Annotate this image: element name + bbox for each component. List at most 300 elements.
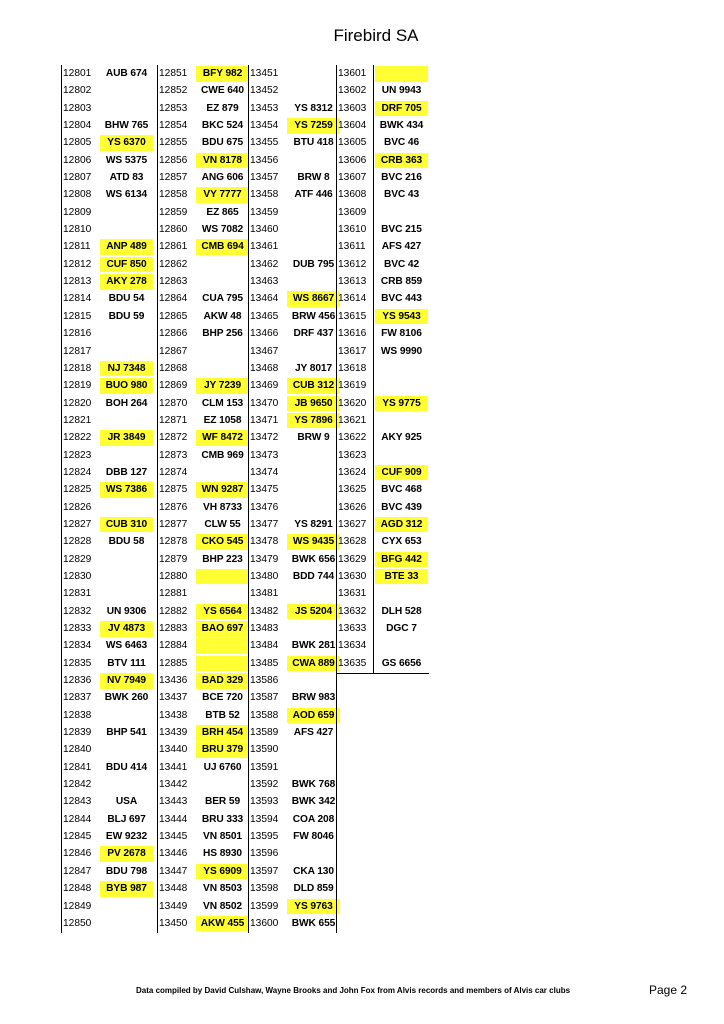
- registration-value: [287, 586, 340, 602]
- registration-value: BFY 982: [196, 66, 249, 82]
- registration-value: BVC 43: [383, 189, 420, 201]
- chassis-number: 13456: [250, 154, 279, 166]
- registration-value: DRF 705: [375, 101, 428, 117]
- registration-value: [100, 777, 153, 793]
- registration-value: UJ 6760: [203, 761, 242, 773]
- chassis-number: 12868: [159, 362, 188, 374]
- table-row: [61, 568, 157, 585]
- registration-value: [375, 378, 428, 394]
- registration-value: WS 5375: [105, 154, 148, 166]
- chassis-number: 12837: [63, 692, 92, 704]
- registration-value: YS 9763: [287, 899, 340, 915]
- chassis-number: 12877: [159, 518, 188, 530]
- table-row: [61, 620, 157, 637]
- chassis-number: 13462: [250, 258, 279, 270]
- table-row: [336, 429, 429, 446]
- chassis-number: 13612: [338, 258, 367, 270]
- table-row: [336, 377, 429, 394]
- chassis-number: 12832: [63, 605, 92, 617]
- chassis-number: 13593: [250, 796, 279, 808]
- registration-value: BVC 439: [381, 501, 422, 513]
- table-row: [61, 776, 157, 793]
- table-row: [248, 793, 344, 810]
- chassis-number: 12813: [63, 276, 92, 288]
- table-row: [61, 343, 157, 360]
- table-row: [336, 655, 429, 672]
- chassis-number: 13630: [338, 570, 367, 582]
- registration-value: [287, 760, 340, 776]
- table-row: [248, 707, 344, 724]
- registration-value: AKW 48: [203, 310, 242, 322]
- registration-value: AGD 312: [375, 517, 428, 533]
- registration-value: BWK 342: [291, 796, 336, 808]
- registration-value: JY 7239: [196, 378, 249, 394]
- registration-value: CUB 312: [287, 378, 340, 394]
- table-row: [157, 915, 253, 932]
- registration-value: YS 8291: [294, 518, 333, 530]
- registration-value: [100, 586, 153, 602]
- table-row: [157, 516, 253, 533]
- table-row: [248, 551, 344, 568]
- registration-value: WS 7386: [100, 482, 153, 498]
- chassis-number: 13457: [250, 172, 279, 184]
- registration-value: DGC 7: [386, 623, 417, 634]
- registration-value: [100, 569, 153, 585]
- chassis-number: 13601: [338, 68, 367, 79]
- chassis-number: 12834: [63, 640, 92, 652]
- table-row: [61, 481, 157, 498]
- registration-value: [196, 586, 249, 602]
- registration-value: [100, 899, 153, 915]
- table-row: [248, 845, 344, 862]
- table-column-3: [248, 65, 344, 932]
- table-row: [61, 221, 157, 238]
- registration-value: [100, 500, 153, 516]
- table-row: [248, 447, 344, 464]
- registration-value: [196, 569, 249, 585]
- registration-value: [287, 83, 340, 99]
- chassis-number: 12856: [159, 154, 188, 166]
- registration-value: BAD 329: [196, 673, 249, 689]
- table-row: [157, 863, 253, 880]
- table-row: [248, 655, 344, 672]
- registration-value: JV 4873: [100, 621, 153, 637]
- table-row: [336, 620, 429, 637]
- registration-value: NJ 7348: [100, 361, 153, 377]
- table-row: [61, 325, 157, 342]
- chassis-number: 12869: [159, 380, 188, 392]
- registration-value: JB 9650: [287, 396, 340, 412]
- table-row: [61, 360, 157, 377]
- registration-value: [287, 205, 340, 221]
- chassis-number: 12812: [63, 258, 92, 270]
- table-row: [61, 256, 157, 273]
- registration-value: WS 9990: [380, 345, 423, 357]
- table-row: [61, 117, 157, 134]
- chassis-number: 12878: [159, 536, 188, 548]
- chassis-number: 13621: [338, 414, 367, 426]
- chassis-number: 12854: [159, 120, 188, 132]
- table-row: [248, 637, 344, 654]
- chassis-number: 12807: [63, 172, 92, 184]
- chassis-number: 13440: [159, 744, 188, 756]
- table-row: [248, 429, 344, 446]
- chassis-number: 12818: [63, 362, 92, 374]
- page-number: Page 2: [649, 983, 688, 997]
- table-row: [248, 238, 344, 255]
- registration-value: [375, 586, 428, 602]
- registration-value: CUF 909: [375, 465, 428, 481]
- table-row: [61, 169, 157, 186]
- table-row: [248, 880, 344, 897]
- registration-value: CMB 969: [201, 449, 244, 461]
- chassis-number: 13471: [250, 414, 279, 426]
- table-row: [248, 325, 344, 342]
- registration-value: [196, 656, 249, 672]
- chassis-number: 13587: [250, 692, 279, 704]
- table-row: [157, 325, 253, 342]
- table-row: [61, 585, 157, 602]
- registration-value: [287, 66, 340, 82]
- registration-value: JY 8017: [294, 362, 333, 374]
- chassis-number: 13444: [159, 813, 188, 825]
- registration-value: [375, 448, 428, 464]
- chassis-number: 13595: [250, 831, 279, 843]
- chassis-number: 12819: [63, 380, 92, 392]
- chassis-number: 13586: [250, 675, 279, 687]
- table-row: [336, 343, 429, 360]
- registration-value: WS 8667: [287, 291, 340, 307]
- chassis-number: 13604: [338, 120, 367, 132]
- chassis-number: 13473: [250, 449, 279, 461]
- chassis-number: 13442: [159, 779, 188, 791]
- registration-value: AUB 674: [105, 68, 148, 79]
- table-row: [248, 273, 344, 290]
- table-row: [157, 82, 253, 99]
- chassis-number: 12808: [63, 189, 92, 201]
- registration-value: YS 7259: [287, 118, 340, 134]
- table-row: [61, 65, 157, 82]
- registration-value: [196, 344, 249, 360]
- chassis-number: 13609: [338, 206, 367, 218]
- chassis-number: 13482: [250, 605, 279, 617]
- chassis-number: 13446: [159, 848, 188, 860]
- registration-value: BYB 987: [100, 881, 153, 897]
- chassis-number: 13631: [338, 588, 367, 600]
- registration-value: BTB 52: [205, 709, 240, 721]
- table-row: [157, 585, 253, 602]
- table-row: [336, 568, 429, 585]
- table-row: [248, 395, 344, 412]
- chassis-number: 12865: [159, 310, 188, 322]
- chassis-number: 12875: [159, 484, 188, 496]
- registration-value: BAO 697: [196, 621, 249, 637]
- registration-value: UN 9306: [106, 605, 147, 617]
- chassis-number: 12863: [159, 276, 188, 288]
- registration-value: YS 6564: [196, 604, 249, 620]
- registration-value: CYX 653: [381, 536, 422, 548]
- chassis-number: 13602: [338, 85, 367, 97]
- registration-value: WS 9435: [287, 534, 340, 550]
- registration-value: BKC 524: [201, 120, 244, 132]
- table-row: [336, 186, 429, 203]
- chassis-number: 13469: [250, 380, 279, 392]
- table-row: [248, 169, 344, 186]
- table-row: [336, 447, 429, 464]
- chassis-number: 12853: [159, 102, 188, 114]
- chassis-number: 12814: [63, 293, 92, 305]
- table-row: [248, 828, 344, 845]
- chassis-number: 12857: [159, 172, 188, 184]
- table-row: [157, 533, 253, 550]
- chassis-number: 13619: [338, 380, 367, 392]
- chassis-number: 13448: [159, 883, 188, 895]
- column-divider: [248, 65, 249, 933]
- registration-value: VY 7777: [196, 187, 249, 203]
- registration-value: WN 9287: [196, 482, 249, 498]
- table-row: [248, 603, 344, 620]
- registration-value: [287, 274, 340, 290]
- table-row: [336, 82, 429, 99]
- table-row: [157, 793, 253, 810]
- chassis-number: 12809: [63, 206, 92, 218]
- chassis-number: 13476: [250, 501, 279, 513]
- column-divider: [336, 65, 337, 933]
- table-row: [61, 707, 157, 724]
- registration-value: [287, 742, 340, 758]
- registration-value: BHP 223: [202, 553, 243, 565]
- chassis-number: 13599: [250, 900, 279, 912]
- registration-value: [100, 326, 153, 342]
- table-row: [61, 412, 157, 429]
- registration-value: [100, 552, 153, 568]
- chassis-number: 13594: [250, 813, 279, 825]
- registration-value: VN 8503: [203, 883, 242, 895]
- chassis-number: 12867: [159, 345, 188, 357]
- registration-value: BWK 655: [291, 917, 336, 929]
- registration-value: [287, 465, 340, 481]
- chassis-number: 13461: [250, 241, 279, 253]
- table-row: [157, 741, 253, 758]
- chassis-number: 13613: [338, 276, 367, 288]
- registration-value: UN 9943: [381, 85, 422, 97]
- table-row: [157, 204, 253, 221]
- table-row: [336, 256, 429, 273]
- table-row: [248, 915, 344, 932]
- registration-value: AKW 455: [196, 916, 249, 932]
- chassis-number: 13443: [159, 796, 188, 808]
- chassis-number: 13479: [250, 553, 279, 565]
- registration-value: USA: [115, 796, 138, 808]
- registration-value: [287, 153, 340, 169]
- registration-value: VN 8502: [203, 900, 242, 912]
- registration-value: NV 7949: [100, 673, 153, 689]
- table-row: [157, 499, 253, 516]
- registration-value: CMB 694: [196, 239, 249, 255]
- registration-value: CLM 153: [201, 397, 244, 409]
- table-row: [61, 377, 157, 394]
- table-row: [336, 360, 429, 377]
- chassis-number: 13624: [338, 466, 367, 478]
- table-row: [157, 707, 253, 724]
- chassis-number: 13467: [250, 345, 279, 357]
- table-row: [157, 169, 253, 186]
- table-row: [157, 273, 253, 290]
- registration-value: BHP 541: [106, 727, 147, 739]
- chassis-number: 12826: [63, 501, 92, 513]
- registration-value: COA 208: [292, 813, 335, 825]
- registration-value: [287, 482, 340, 498]
- chassis-number: 13468: [250, 362, 279, 374]
- chassis-number: 13627: [338, 518, 367, 530]
- table-row: [157, 412, 253, 429]
- chassis-number: 12883: [159, 623, 188, 634]
- chassis-number: 13632: [338, 605, 367, 617]
- chassis-number: 12858: [159, 189, 188, 201]
- chassis-number: 13454: [250, 120, 279, 132]
- registration-value: EZ 1058: [203, 414, 242, 426]
- registration-value: BTU 418: [293, 137, 334, 149]
- table-row: [157, 811, 253, 828]
- registration-value: [100, 742, 153, 758]
- chassis-number: 12824: [63, 466, 92, 478]
- registration-value: ATD 83: [109, 172, 144, 184]
- table-row: [248, 464, 344, 481]
- table-row: [61, 533, 157, 550]
- chassis-number: 13590: [250, 744, 279, 756]
- registration-value: EW 9232: [105, 831, 148, 843]
- table-row: [61, 499, 157, 516]
- registration-value: BOH 264: [105, 397, 148, 409]
- table-row: [157, 429, 253, 446]
- registration-value: BRW 9: [297, 432, 330, 444]
- chassis-number: 13480: [250, 570, 279, 582]
- table-row: [336, 65, 429, 82]
- chassis-number: 12864: [159, 293, 188, 305]
- registration-value: CRB 859: [380, 276, 423, 288]
- chassis-number: 12870: [159, 397, 188, 409]
- chassis-number: 12804: [63, 120, 92, 132]
- chassis-number: 13634: [338, 640, 367, 652]
- table-column-1: [61, 65, 157, 932]
- registration-value: [100, 413, 153, 429]
- registration-value: BVC 215: [381, 224, 422, 236]
- registration-value: CLW 55: [204, 518, 241, 530]
- table-row: [61, 915, 157, 932]
- registration-value: YS 9775: [375, 396, 428, 412]
- chassis-number: 12830: [63, 570, 92, 582]
- table-row: [248, 672, 344, 689]
- registration-value: BCE 720: [202, 692, 243, 704]
- chassis-number: 12802: [63, 85, 92, 97]
- chassis-number: 13459: [250, 206, 279, 218]
- registration-value: [196, 274, 249, 290]
- registration-value: BWK 434: [379, 120, 424, 132]
- table-row: [336, 551, 429, 568]
- registration-value: YS 7896: [287, 413, 340, 429]
- table-row: [248, 412, 344, 429]
- registration-value: DRF 437: [293, 328, 334, 340]
- registration-value: BDU 798: [105, 865, 148, 877]
- chassis-number: 12820: [63, 397, 92, 409]
- table-row: [61, 238, 157, 255]
- table-row: [336, 100, 429, 117]
- registration-value: ANG 606: [201, 172, 244, 184]
- registration-value: PV 2678: [100, 846, 153, 862]
- registration-value: BTE 33: [375, 569, 428, 585]
- registration-value: BER 59: [204, 796, 241, 808]
- chassis-number: 12805: [63, 137, 92, 149]
- column-divider: [373, 65, 374, 673]
- chassis-number: 13458: [250, 189, 279, 201]
- chassis-number: 12845: [63, 831, 92, 843]
- table-row: [61, 880, 157, 897]
- table-row: [157, 637, 253, 654]
- chassis-number: 12838: [63, 709, 92, 721]
- chassis-number: 13622: [338, 432, 367, 444]
- chassis-number: 13475: [250, 484, 279, 496]
- table-row: [157, 672, 253, 689]
- chassis-number: 12866: [159, 328, 188, 340]
- table-row: [336, 464, 429, 481]
- chassis-number: 12831: [63, 588, 92, 600]
- chassis-number: 12862: [159, 258, 188, 270]
- registration-value: AKY 925: [381, 432, 422, 444]
- table-row: [157, 221, 253, 238]
- chassis-number: 13436: [159, 675, 188, 687]
- registration-value: [196, 361, 249, 377]
- registration-value: [375, 361, 428, 377]
- table-row: [157, 568, 253, 585]
- chassis-number: 13596: [250, 848, 279, 860]
- chassis-number: 13610: [338, 224, 367, 236]
- registration-value: YS 6909: [196, 864, 249, 880]
- chassis-number: 12873: [159, 449, 188, 461]
- table-row: [157, 759, 253, 776]
- chassis-number: 13588: [250, 709, 279, 721]
- registration-value: VN 8178: [196, 153, 249, 169]
- chassis-number: 13629: [338, 553, 367, 565]
- registration-value: BTV 111: [107, 657, 146, 669]
- registration-value: [287, 621, 340, 637]
- table-row: [157, 828, 253, 845]
- registration-value: WF 8472: [196, 430, 249, 446]
- registration-value: YS 8312: [294, 102, 333, 114]
- chassis-number: 12844: [63, 813, 92, 825]
- table-row: [157, 620, 253, 637]
- registration-value: [100, 448, 153, 464]
- table-row: [157, 603, 253, 620]
- chassis-number: 12881: [159, 588, 188, 600]
- table-row: [248, 499, 344, 516]
- registration-value: CKO 545: [196, 534, 249, 550]
- table-row: [61, 724, 157, 741]
- table-row: [157, 776, 253, 793]
- table-row: [248, 516, 344, 533]
- table-row: [61, 429, 157, 446]
- chassis-number: 13606: [338, 154, 367, 166]
- registration-value: BVC 216: [381, 172, 422, 184]
- registration-value: AFS 427: [293, 727, 334, 739]
- registration-value: CWA 889: [287, 656, 340, 672]
- registration-value: [100, 205, 153, 221]
- table-row: [248, 689, 344, 706]
- chassis-number: 13617: [338, 345, 367, 357]
- chassis-number: 12825: [63, 484, 92, 496]
- registration-value: BWK 260: [104, 692, 149, 704]
- registration-value: [100, 83, 153, 99]
- chassis-number: 12829: [63, 553, 92, 565]
